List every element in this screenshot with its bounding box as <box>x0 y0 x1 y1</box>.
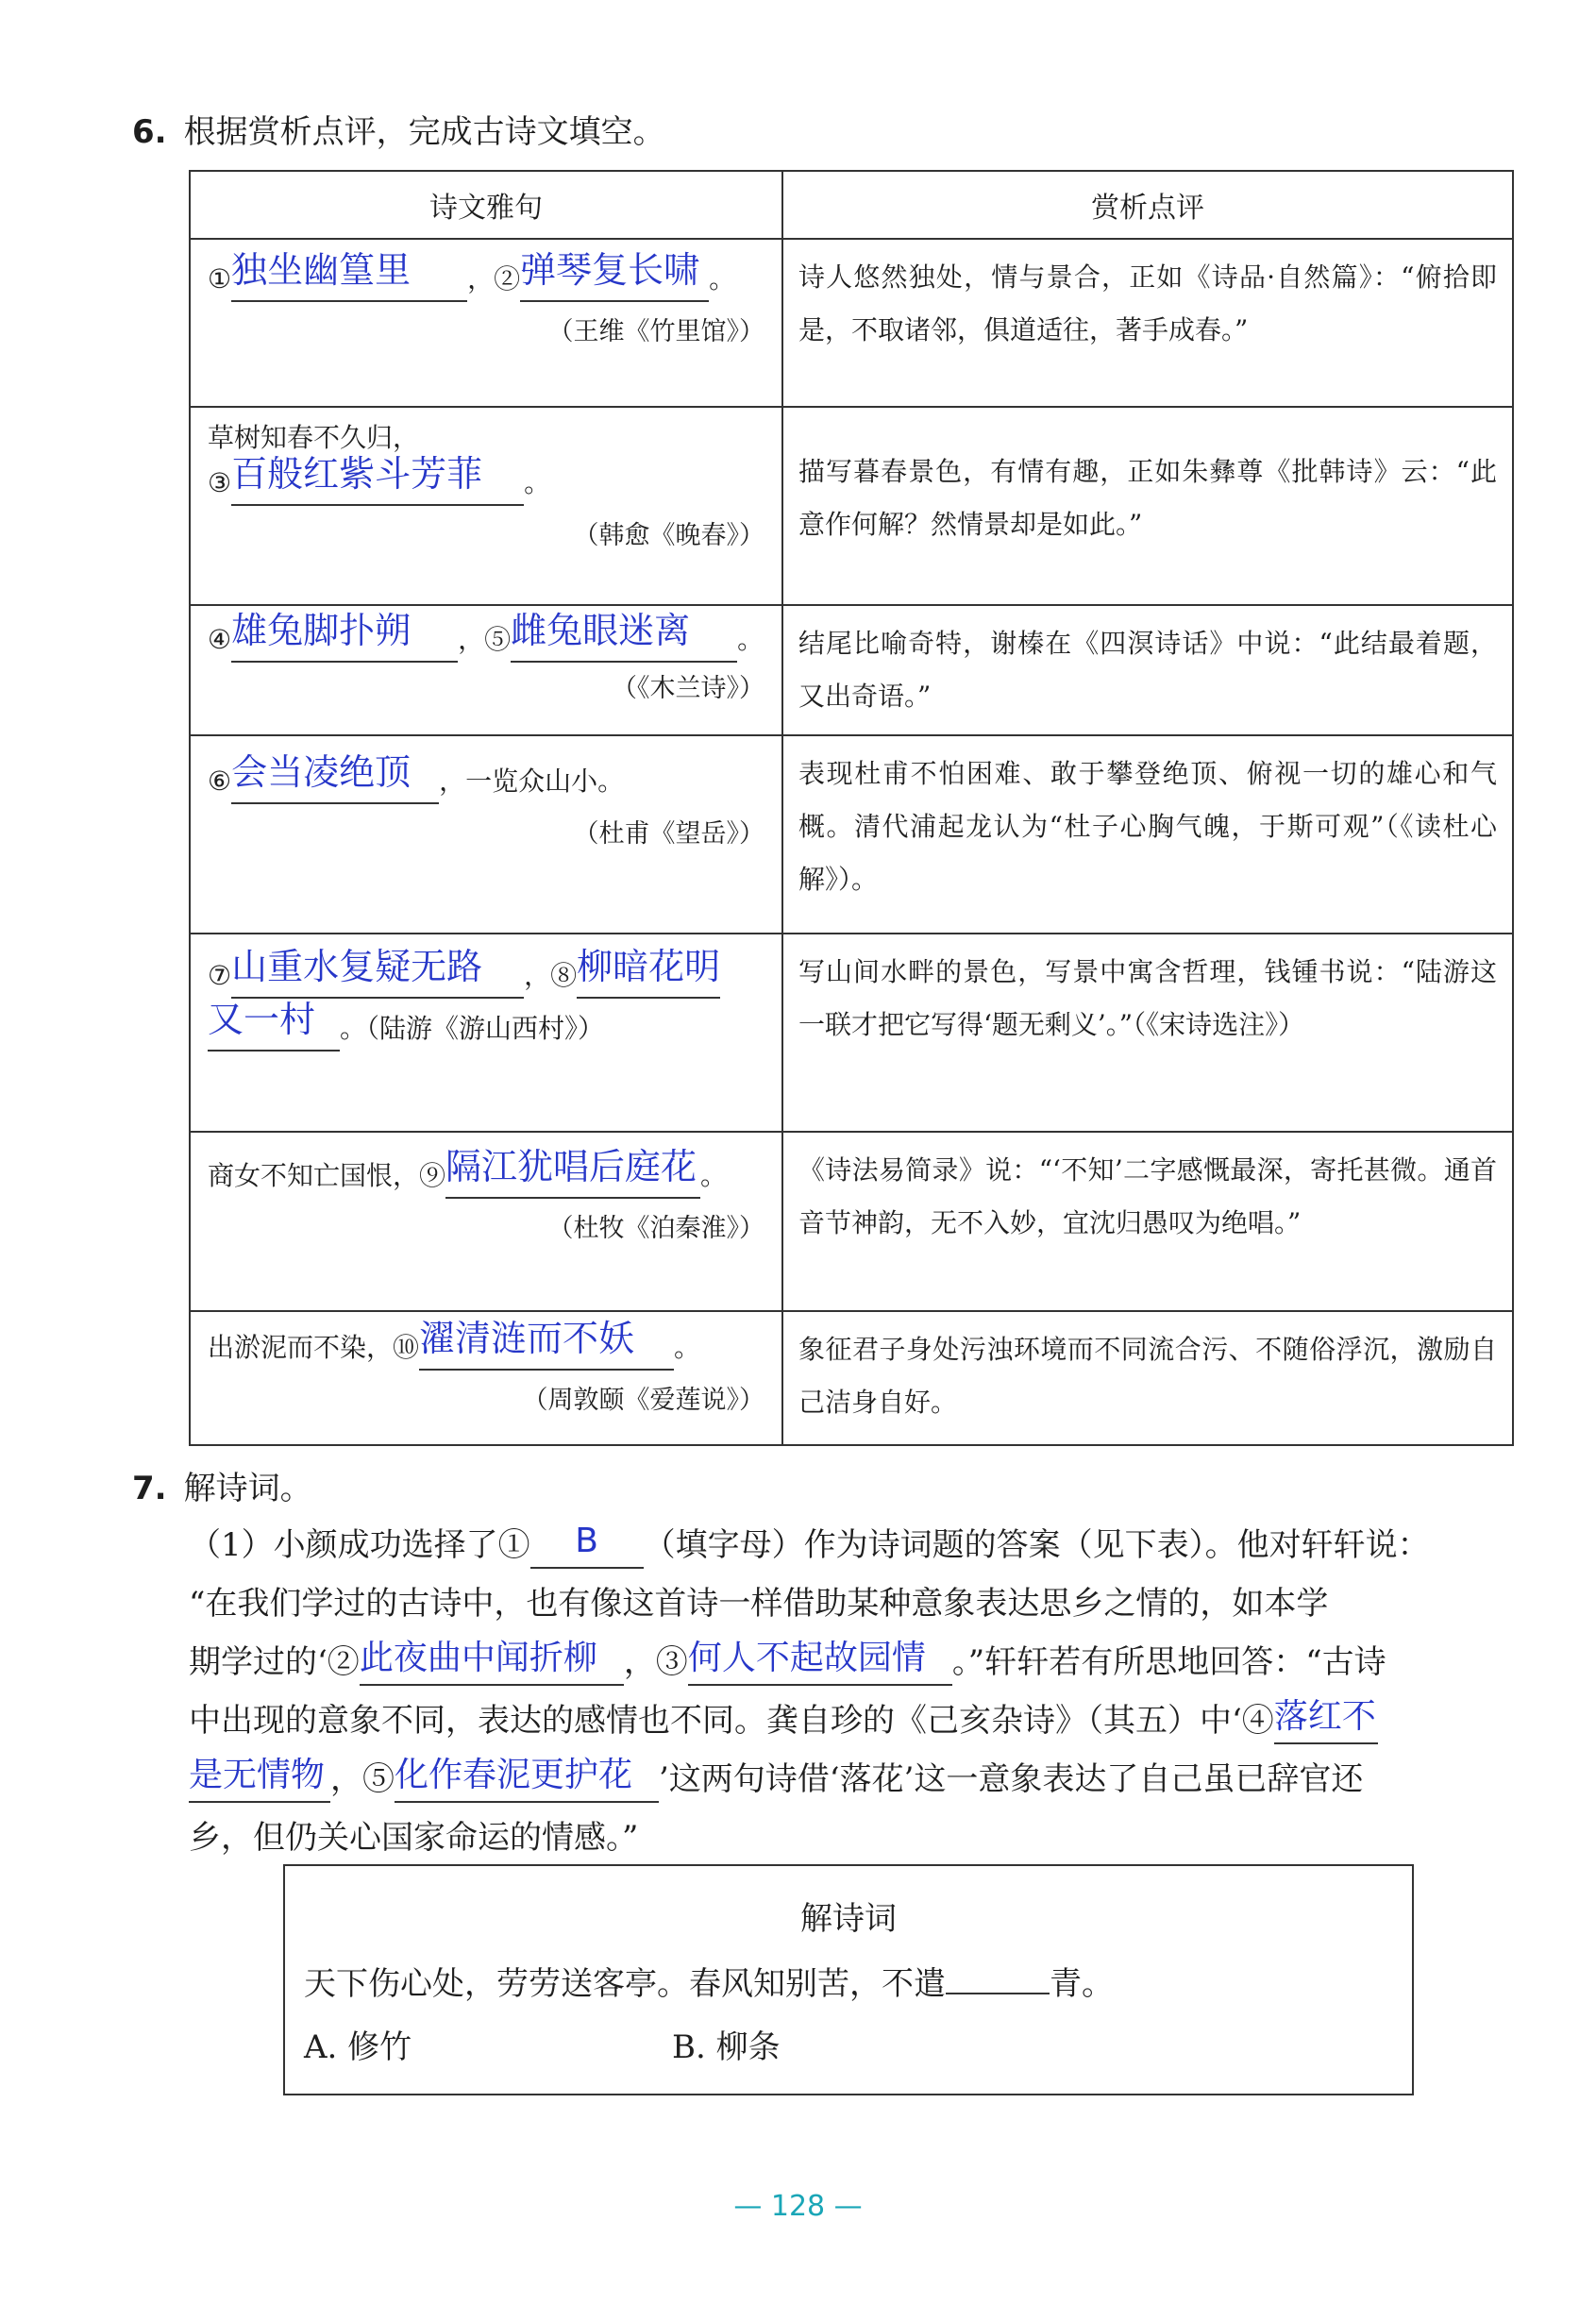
handwritten-answer: 濯清涟而不妖 <box>419 1318 635 1359</box>
table-row <box>190 735 1513 934</box>
poem-line: 商女不知亡国恨， <box>208 1160 420 1191</box>
answer-blank[interactable] <box>419 1318 674 1371</box>
answer-blank[interactable] <box>577 946 721 999</box>
punct: 。 <box>737 624 764 655</box>
question-7-heading <box>132 1468 312 1509</box>
handwritten-answer: 是无情物 <box>189 1756 326 1794</box>
poem-line: 草树知春不久归， <box>208 422 420 453</box>
punct: 。 <box>340 1013 367 1044</box>
answer-blank[interactable] <box>511 610 737 663</box>
poem-source: （韩愈《晚春》） <box>573 521 764 550</box>
poem-question-box <box>283 1864 1414 2095</box>
answer-blank[interactable] <box>520 249 709 302</box>
commentary-cell: 诗人悠然独处，情与景合，正如《诗品·自然篇》：“俯拾即是，不取诸邻，俱道适往，著手成春。” <box>782 239 1513 407</box>
answer-blank[interactable] <box>231 249 467 302</box>
blank-number: ② <box>494 263 521 294</box>
commentary-cell: 表现杜甫不怕困难、敢于攀登绝顶、俯视一切的雄心和气概。清代浦起龙认为“杜子心胸气魄，于斯可观”（《读杜心解》）。 <box>782 735 1513 934</box>
option-a[interactable]: A. 修竹 <box>304 2028 412 2066</box>
poem-cell <box>190 407 782 605</box>
question-number: 7. <box>132 1470 167 1507</box>
poem-source: （《木兰诗》） <box>612 674 764 703</box>
punct: ， <box>524 960 551 991</box>
poem-cell <box>190 1311 782 1445</box>
table-row <box>190 605 1513 735</box>
poem-cell <box>190 934 782 1132</box>
poem-cell <box>190 605 782 735</box>
poem-source: （陆游《游山西村》） <box>366 1013 605 1044</box>
answer-blank[interactable] <box>445 1146 700 1199</box>
body-text: ，③ <box>623 1643 688 1681</box>
header-commentary: 赏析点评 <box>782 171 1513 239</box>
answer-blank[interactable] <box>395 1758 659 1803</box>
answer-blank[interactable] <box>231 610 458 663</box>
handwritten-answer: 百般红紫斗芳菲 <box>231 453 483 495</box>
poem-source: （杜甫《望岳》） <box>573 819 764 849</box>
handwritten-answer: 化作春泥更护花 <box>395 1756 633 1794</box>
handwritten-answer: 会当凌绝顶 <box>231 751 412 793</box>
poem-source: （杜牧《泊秦淮》） <box>547 1214 764 1243</box>
table-header-row <box>190 171 1513 239</box>
handwritten-answer: 此夜曲中闻折柳 <box>359 1639 597 1677</box>
blank-number: ④ <box>208 624 232 655</box>
question-7-body <box>189 1516 1510 1867</box>
answer-blank[interactable] <box>208 999 340 1052</box>
handwritten-answer: 又一村 <box>208 999 316 1040</box>
table-row <box>190 407 1513 605</box>
punct: 。 <box>674 1332 701 1363</box>
answer-blank[interactable] <box>231 751 439 804</box>
poem-table <box>189 170 1514 1446</box>
handwritten-answer: 落红不 <box>1273 1697 1376 1736</box>
handwritten-answer: 山重水复疑无路 <box>231 946 483 987</box>
table-row <box>190 1132 1513 1311</box>
handwritten-answer: 何人不起故园情 <box>687 1639 926 1677</box>
punct: ， <box>458 624 485 655</box>
poem-text: 天下伤心处，劳劳送客亭。春风知别苦，不遣 <box>304 1965 946 2003</box>
box-poem-line <box>304 1958 1412 2004</box>
poem-cell <box>190 1132 782 1311</box>
body-text: 乡，但仍关心国家命运的情感。” <box>189 1819 639 1857</box>
commentary-cell: 写山间水畔的景色，写景中寓含哲理，钱锺书说：“陆游这一联才把它写得‘题无剩义’。”（《宋诗选注》） <box>782 934 1513 1132</box>
handwritten-answer: 雄兔脚扑朔 <box>231 610 412 651</box>
answer-blank[interactable] <box>360 1641 624 1686</box>
body-text: 期学过的‘② <box>189 1643 360 1681</box>
blank-number: ⑤ <box>484 624 512 655</box>
answer-blank[interactable] <box>946 1993 1050 1994</box>
box-options <box>304 2021 1412 2067</box>
body-text: ，⑤ <box>330 1760 395 1798</box>
punct: 。 <box>709 263 736 294</box>
poem-source: （周敦颐《爱莲说》） <box>522 1386 764 1415</box>
answer-blank[interactable] <box>231 946 524 999</box>
blank-number: ① <box>208 263 232 294</box>
commentary-cell: 描写暮春景色，有情有趣，正如朱彝尊《批韩诗》云：“此意作何解？然情景却是如此。” <box>782 407 1513 605</box>
handwritten-answer: 弹琴复长啸 <box>520 249 700 291</box>
commentary-cell: 《诗法易简录》说：“‘不知’二字感慨最深，寄托甚微。通首音节神韵，无不入妙，宜沈归愚叹为绝唱。” <box>782 1132 1513 1311</box>
blank-number: ⑦ <box>208 960 232 991</box>
punct: ， <box>467 263 495 294</box>
option-b[interactable]: B. 柳条 <box>672 2028 781 2066</box>
blank-number: ⑧ <box>550 960 578 991</box>
commentary-cell: 象征君子身处污浊环境而不同流合污、不随俗浮沉，激励自己洁身自好。 <box>782 1311 1513 1445</box>
page-number: — 128 — <box>733 2190 863 2223</box>
table-row <box>190 239 1513 407</box>
poem-line: ，一览众山小。 <box>439 766 625 797</box>
body-text: （填字母）作为诗词题的答案（见下表）。他对轩轩说： <box>643 1526 1430 1564</box>
poem-text: 青。 <box>1050 1965 1114 2003</box>
answer-blank[interactable] <box>189 1758 330 1803</box>
blank-number: ⑨ <box>419 1160 446 1191</box>
poem-line: 出淤泥而不染， <box>208 1332 394 1363</box>
question-prompt: 解诗词。 <box>183 1470 312 1507</box>
body-text: （1）小颜成功选择了① <box>189 1526 530 1564</box>
punct: 。 <box>700 1160 728 1191</box>
body-text: ’这两句诗借‘落花’这一意象表达了自己虽已辞官还 <box>659 1760 1364 1798</box>
answer-blank[interactable] <box>231 453 524 506</box>
handwritten-answer: B <box>575 1522 598 1560</box>
handwritten-answer: 雌兔眼迷离 <box>511 610 691 651</box>
handwritten-answer: 柳暗花明 <box>577 946 721 987</box>
box-title: 解诗词 <box>800 1900 897 1938</box>
question-6-heading <box>132 111 665 153</box>
question-number: 6. <box>132 113 167 151</box>
question-prompt: 根据赏析点评，完成古诗文填空。 <box>183 113 665 151</box>
table-row <box>190 934 1513 1132</box>
punct: 。 <box>524 467 551 498</box>
body-text: 中出现的意象不同，表达的感情也不同。龚自珍的《己亥杂诗》（其五）中‘④ <box>189 1702 1274 1740</box>
commentary-cell: 结尾比喻奇特，谢榛在《四溟诗话》中说：“此结最着题，又出奇语。” <box>782 605 1513 735</box>
handwritten-answer: 隔江犹唱后庭花 <box>445 1146 697 1187</box>
poem-source: （王维《竹里馆》） <box>547 317 764 346</box>
table-row <box>190 1311 1513 1445</box>
poem-cell <box>190 735 782 934</box>
answer-blank[interactable] <box>688 1641 952 1686</box>
handwritten-answer: 独坐幽篁里 <box>231 249 412 291</box>
blank-number: ③ <box>208 467 232 498</box>
answer-blank[interactable] <box>1274 1699 1378 1744</box>
blank-number: ⑩ <box>393 1332 420 1363</box>
answer-blank[interactable] <box>530 1523 644 1569</box>
body-text: “在我们学过的古诗中，也有像这首诗一样借助某种意象表达思乡之情的，如本学 <box>189 1585 1329 1623</box>
body-text: 。”轩轩若有所思地回答：“古诗 <box>951 1643 1386 1681</box>
poem-cell <box>190 239 782 407</box>
header-poem-lines: 诗文雅句 <box>190 171 782 239</box>
blank-number: ⑥ <box>208 766 232 797</box>
